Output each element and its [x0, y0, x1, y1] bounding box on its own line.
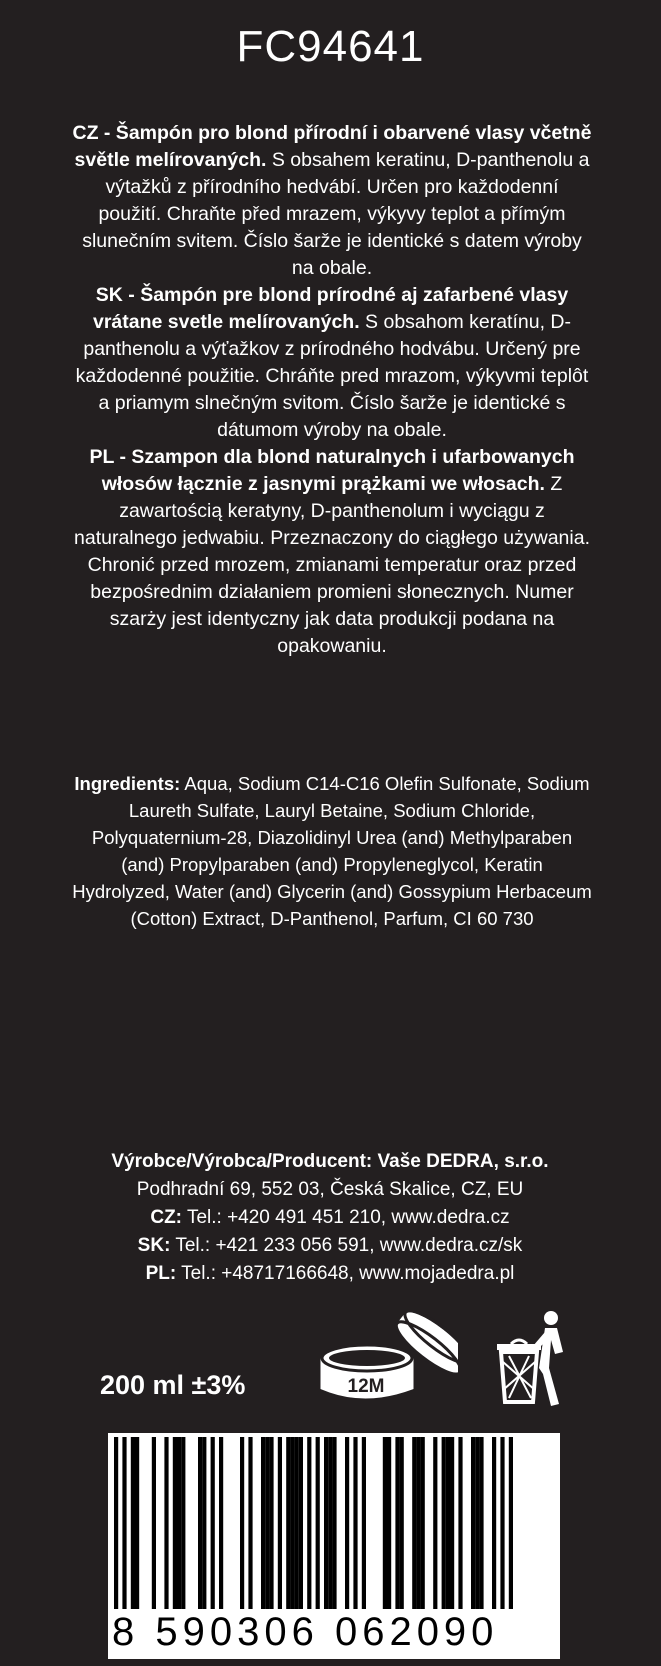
contact-label-cz: CZ: [150, 1207, 183, 1228]
producer-heading: Výrobce/Výrobca/Producent: Vaše DEDRA, s.r.o. [111, 1151, 549, 1172]
contact-label-pl: PL: [145, 1263, 177, 1284]
sk-title: SK - Šampón pre blond prírodné aj zafarbené vlasy vrátane svetle melírovaných. [93, 284, 569, 333]
producer-block [40, 1148, 620, 1288]
recycle-bin-icon [493, 1310, 573, 1406]
ingredients-label: Ingredients: [74, 773, 181, 794]
barcode [108, 1433, 560, 1659]
pl-title: PL - Szampon dla blond naturalnych i ufarbowanych włosów łącznie z jasnymi prążkami we włosach. [89, 446, 575, 495]
sk-text: S obsahom keratínu, D-panthenolu a výťažkov z prírodného hodvábu. Určený pre každodenné použitie. Chráňte pred mrazom, výkyvmi teplôt a priamym slnečným svitom. Číslo šarže je identické s dátumom výroby na obale. [75, 311, 589, 441]
ingredients-block [70, 770, 594, 932]
producer-address: Podhradní 69, 552 03, Česká Skalice, CZ, EU [136, 1179, 524, 1200]
contact-text-cz: Tel.: +420 491 451 210, www.dedra.cz [182, 1207, 510, 1228]
product-description [72, 120, 592, 660]
open-jar-pao-icon [318, 1310, 458, 1405]
cz-title: CZ - Šampón pro blond přírodní i obarvené vlasy včetně světle melírovaných. [72, 122, 592, 171]
barcode-number: 8 590306 062090 [112, 1609, 556, 1655]
contact-text-sk: Tel.: +421 233 056 591, www.dedra.cz/sk [170, 1235, 523, 1256]
cz-text: S obsahem keratinu, D-panthenolu a výtažků z přírodního hedvábí. Určen pro každodenní použití. Chraňte před mrazem, výkyvy teplot a přímým slunečním svitem. Číslo šarže je identické s datem výroby na obale. [82, 149, 590, 279]
ingredients-text: Aqua, Sodium C14-C16 Olefin Sulfonate, Sodium Laureth Sulfate, Lauryl Betaine, Sodium Chloride, Polyquaternium-28, Diazolidinyl Urea (and) Methylparaben (and) Propylparaben (and) Propyleneglycol, Keratin Hydrolyzed, Water (and) Glycerin (and) Gossypium Herbaceum (Cotton) Extract, D-Panthenol, Parfum, CI 60 730 [72, 773, 592, 929]
contact-text-pl: Tel.: +48717166648, www.mojadedra.pl [176, 1263, 515, 1284]
product-code: FC94641 [236, 22, 425, 71]
contact-label-sk: SK: [137, 1235, 171, 1256]
pl-text: Z zawartością keratyny, D-panthenolum i wyciągu z naturalnego jedwabiu. Przeznaczony do ciągłego używania. Chronić przed mrozem, zmianami temperatur oraz przed bezpośrednim działaniem promieni słonecznych. Numer szarży jest identyczny jak data produkcji podana na opakowaniu. [74, 473, 590, 657]
pao-label: 12M [347, 1376, 385, 1397]
volume-label: 200 ml ±3% [100, 1370, 246, 1400]
